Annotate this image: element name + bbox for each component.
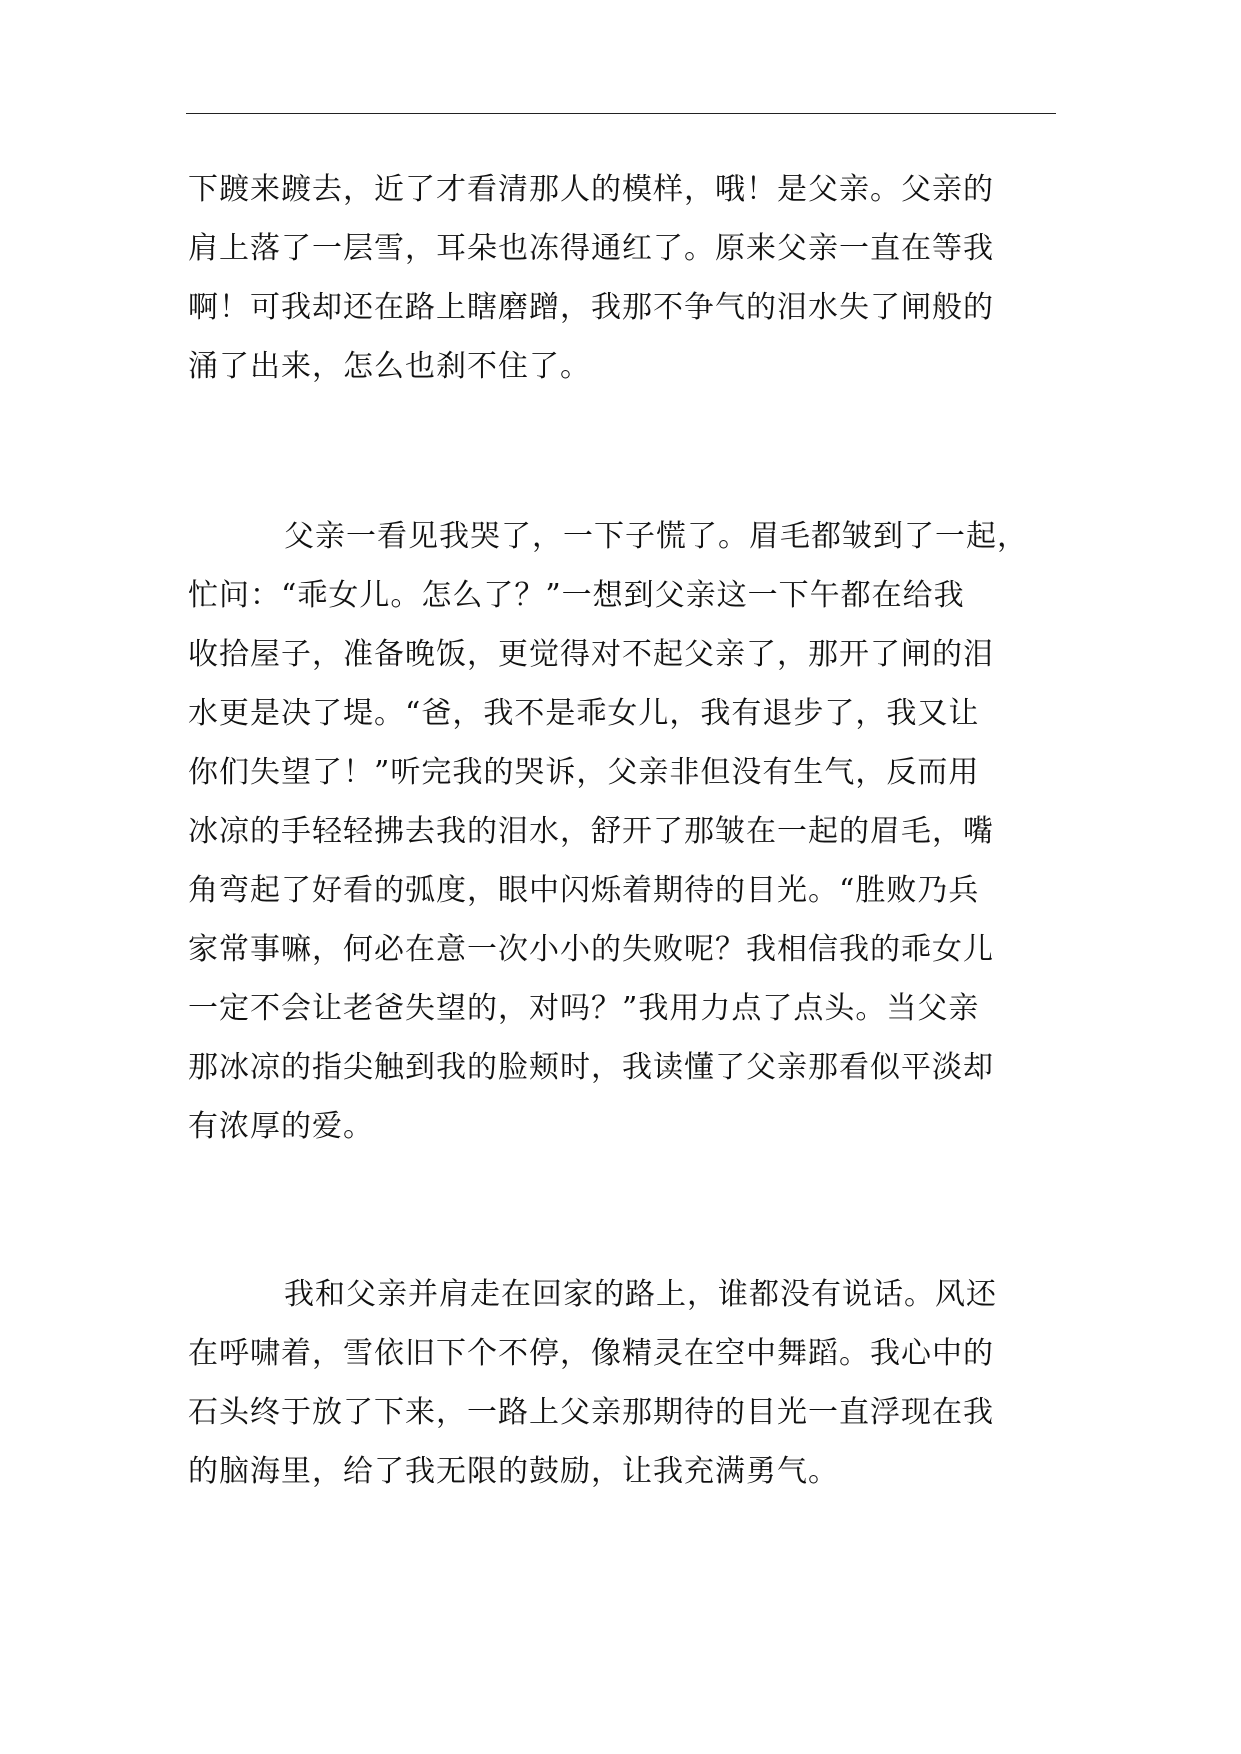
text-line: 石头终于放了下来，一路上父亲那期待的目光一直浮现在我 <box>188 1395 994 1430</box>
text-line: 冰凉的手轻轻拂去我的泪水，舒开了那皱在一起的眉毛，嘴 <box>188 814 994 849</box>
text-line: 下踱来踱去，近了才看清那人的模样，哦！是父亲。父亲的 <box>188 172 994 207</box>
header-rule <box>186 113 1056 114</box>
text-line: 父亲一看见我哭了，一下子慌了。眉毛都皱到了一起， <box>284 519 1028 554</box>
text-line: 水更是决了堤。“爸，我不是乖女儿，我有退步了，我又让 <box>188 696 980 731</box>
paragraph-2 <box>188 507 1060 1156</box>
text-line: 忙问：“乖女儿。怎么了？”一想到父亲这一下午都在给我 <box>188 578 965 613</box>
text-line: 我和父亲并肩走在回家的路上，谁都没有说话。风还 <box>284 1277 997 1312</box>
text-line: 那冰凉的指尖触到我的脸颊时，我读懂了父亲那看似平淡却 <box>188 1050 994 1085</box>
text-line: 家常事嘛，何必在意一次小小的失败呢？我相信我的乖女儿 <box>188 932 994 967</box>
paragraph-3 <box>188 1265 1060 1501</box>
text-line: 你们失望了！”听完我的哭诉，父亲非但没有生气，反而用 <box>188 755 980 790</box>
text-line: 在呼啸着，雪依旧下个不停，像精灵在空中舞蹈。我心中的 <box>188 1336 994 1371</box>
text-line: 涌了出来，怎么也刹不住了。 <box>188 349 591 384</box>
text-line: 收拾屋子，准备晚饭，更觉得对不起父亲了，那开了闸的泪 <box>188 637 994 672</box>
text-line: 的脑海里，给了我无限的鼓励，让我充满勇气。 <box>188 1454 839 1489</box>
text-line: 角弯起了好看的弧度，眼中闪烁着期待的目光。“胜败乃兵 <box>188 873 980 908</box>
text-line: 有浓厚的爱。 <box>188 1109 374 1144</box>
text-line: 啊！可我却还在路上瞎磨蹭，我那不争气的泪水失了闸般的 <box>188 290 994 325</box>
text-line: 一定不会让老爸失望的，对吗？”我用力点了点头。当父亲 <box>188 991 980 1026</box>
text-line: 肩上落了一层雪，耳朵也冻得通红了。原来父亲一直在等我 <box>188 231 994 266</box>
paragraph-1 <box>188 160 1060 396</box>
